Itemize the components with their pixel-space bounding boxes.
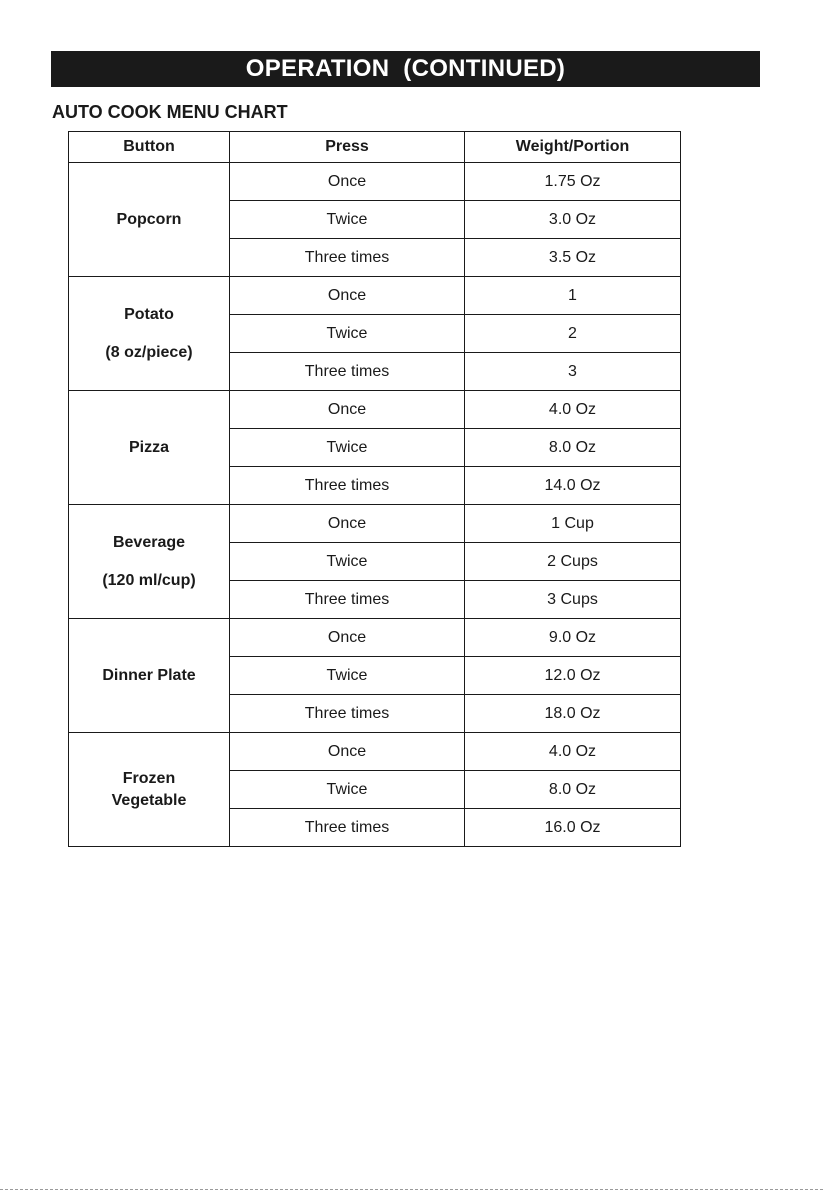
button-name-cell (69, 733, 230, 847)
press-count-cell: Three times (230, 809, 465, 847)
weight-portion-cell: 8.0 Oz (465, 771, 681, 809)
table-row (69, 277, 681, 315)
button-name-line: (8 oz/piece) (105, 343, 193, 361)
column-header-weight-portion: Weight/Portion (465, 132, 681, 163)
column-header-press: Press (230, 132, 465, 163)
press-count-cell: Once (230, 277, 465, 315)
press-count-cell: Once (230, 733, 465, 771)
press-count-cell: Once (230, 505, 465, 543)
section-title-banner: OPERATION (CONTINUED) (51, 51, 760, 87)
table-row (69, 619, 681, 657)
weight-portion-cell: 1.75 Oz (465, 163, 681, 201)
button-name-line: Pizza (128, 438, 169, 456)
weight-portion-cell: 8.0 Oz (465, 429, 681, 467)
weight-portion-cell: 1 (465, 277, 681, 315)
weight-portion-cell: 3.5 Oz (465, 239, 681, 277)
table-body (69, 163, 681, 847)
button-name-cell (69, 277, 230, 391)
table-header-row (69, 132, 681, 163)
press-count-cell: Twice (230, 201, 465, 239)
press-count-cell: Twice (230, 429, 465, 467)
weight-portion-cell: 18.0 Oz (465, 695, 681, 733)
press-count-cell: Once (230, 163, 465, 201)
button-name-line: Potato (124, 305, 174, 323)
weight-portion-cell: 2 Cups (465, 543, 681, 581)
table-row (69, 733, 681, 771)
press-count-cell: Once (230, 619, 465, 657)
press-count-cell: Twice (230, 543, 465, 581)
table-row (69, 391, 681, 429)
button-name-line: Dinner Plate (102, 666, 196, 684)
weight-portion-cell: 1 Cup (465, 505, 681, 543)
press-count-cell: Twice (230, 315, 465, 353)
press-count-cell: Three times (230, 467, 465, 505)
page-edge-divider (0, 1189, 823, 1190)
weight-portion-cell: 16.0 Oz (465, 809, 681, 847)
press-count-cell: Once (230, 391, 465, 429)
button-name-cell (69, 163, 230, 277)
button-name-line: (120 ml/cup) (102, 571, 196, 589)
weight-portion-cell: 4.0 Oz (465, 733, 681, 771)
press-count-cell: Three times (230, 581, 465, 619)
table-row (69, 505, 681, 543)
button-name-cell (69, 619, 230, 733)
press-count-cell: Three times (230, 695, 465, 733)
weight-portion-cell: 9.0 Oz (465, 619, 681, 657)
press-count-cell: Twice (230, 657, 465, 695)
press-count-cell: Three times (230, 239, 465, 277)
weight-portion-cell: 3 (465, 353, 681, 391)
table-row (69, 163, 681, 201)
button-name-cell (69, 505, 230, 619)
press-count-cell: Three times (230, 353, 465, 391)
weight-portion-cell: 2 (465, 315, 681, 353)
press-count-cell: Twice (230, 771, 465, 809)
button-name-line: Frozen (122, 769, 176, 787)
chart-subtitle: AUTO COOK MENU CHART (52, 102, 288, 122)
weight-portion-cell: 3.0 Oz (465, 201, 681, 239)
weight-portion-cell: 3 Cups (465, 581, 681, 619)
button-name-line: Popcorn (116, 210, 182, 228)
weight-portion-cell: 12.0 Oz (465, 657, 681, 695)
button-name-cell (69, 391, 230, 505)
button-name-line: Beverage (112, 533, 186, 551)
auto-cook-menu-table (68, 131, 681, 847)
button-name-line: Vegetable (111, 791, 187, 809)
column-header-button: Button (69, 132, 230, 163)
weight-portion-cell: 14.0 Oz (465, 467, 681, 505)
weight-portion-cell: 4.0 Oz (465, 391, 681, 429)
